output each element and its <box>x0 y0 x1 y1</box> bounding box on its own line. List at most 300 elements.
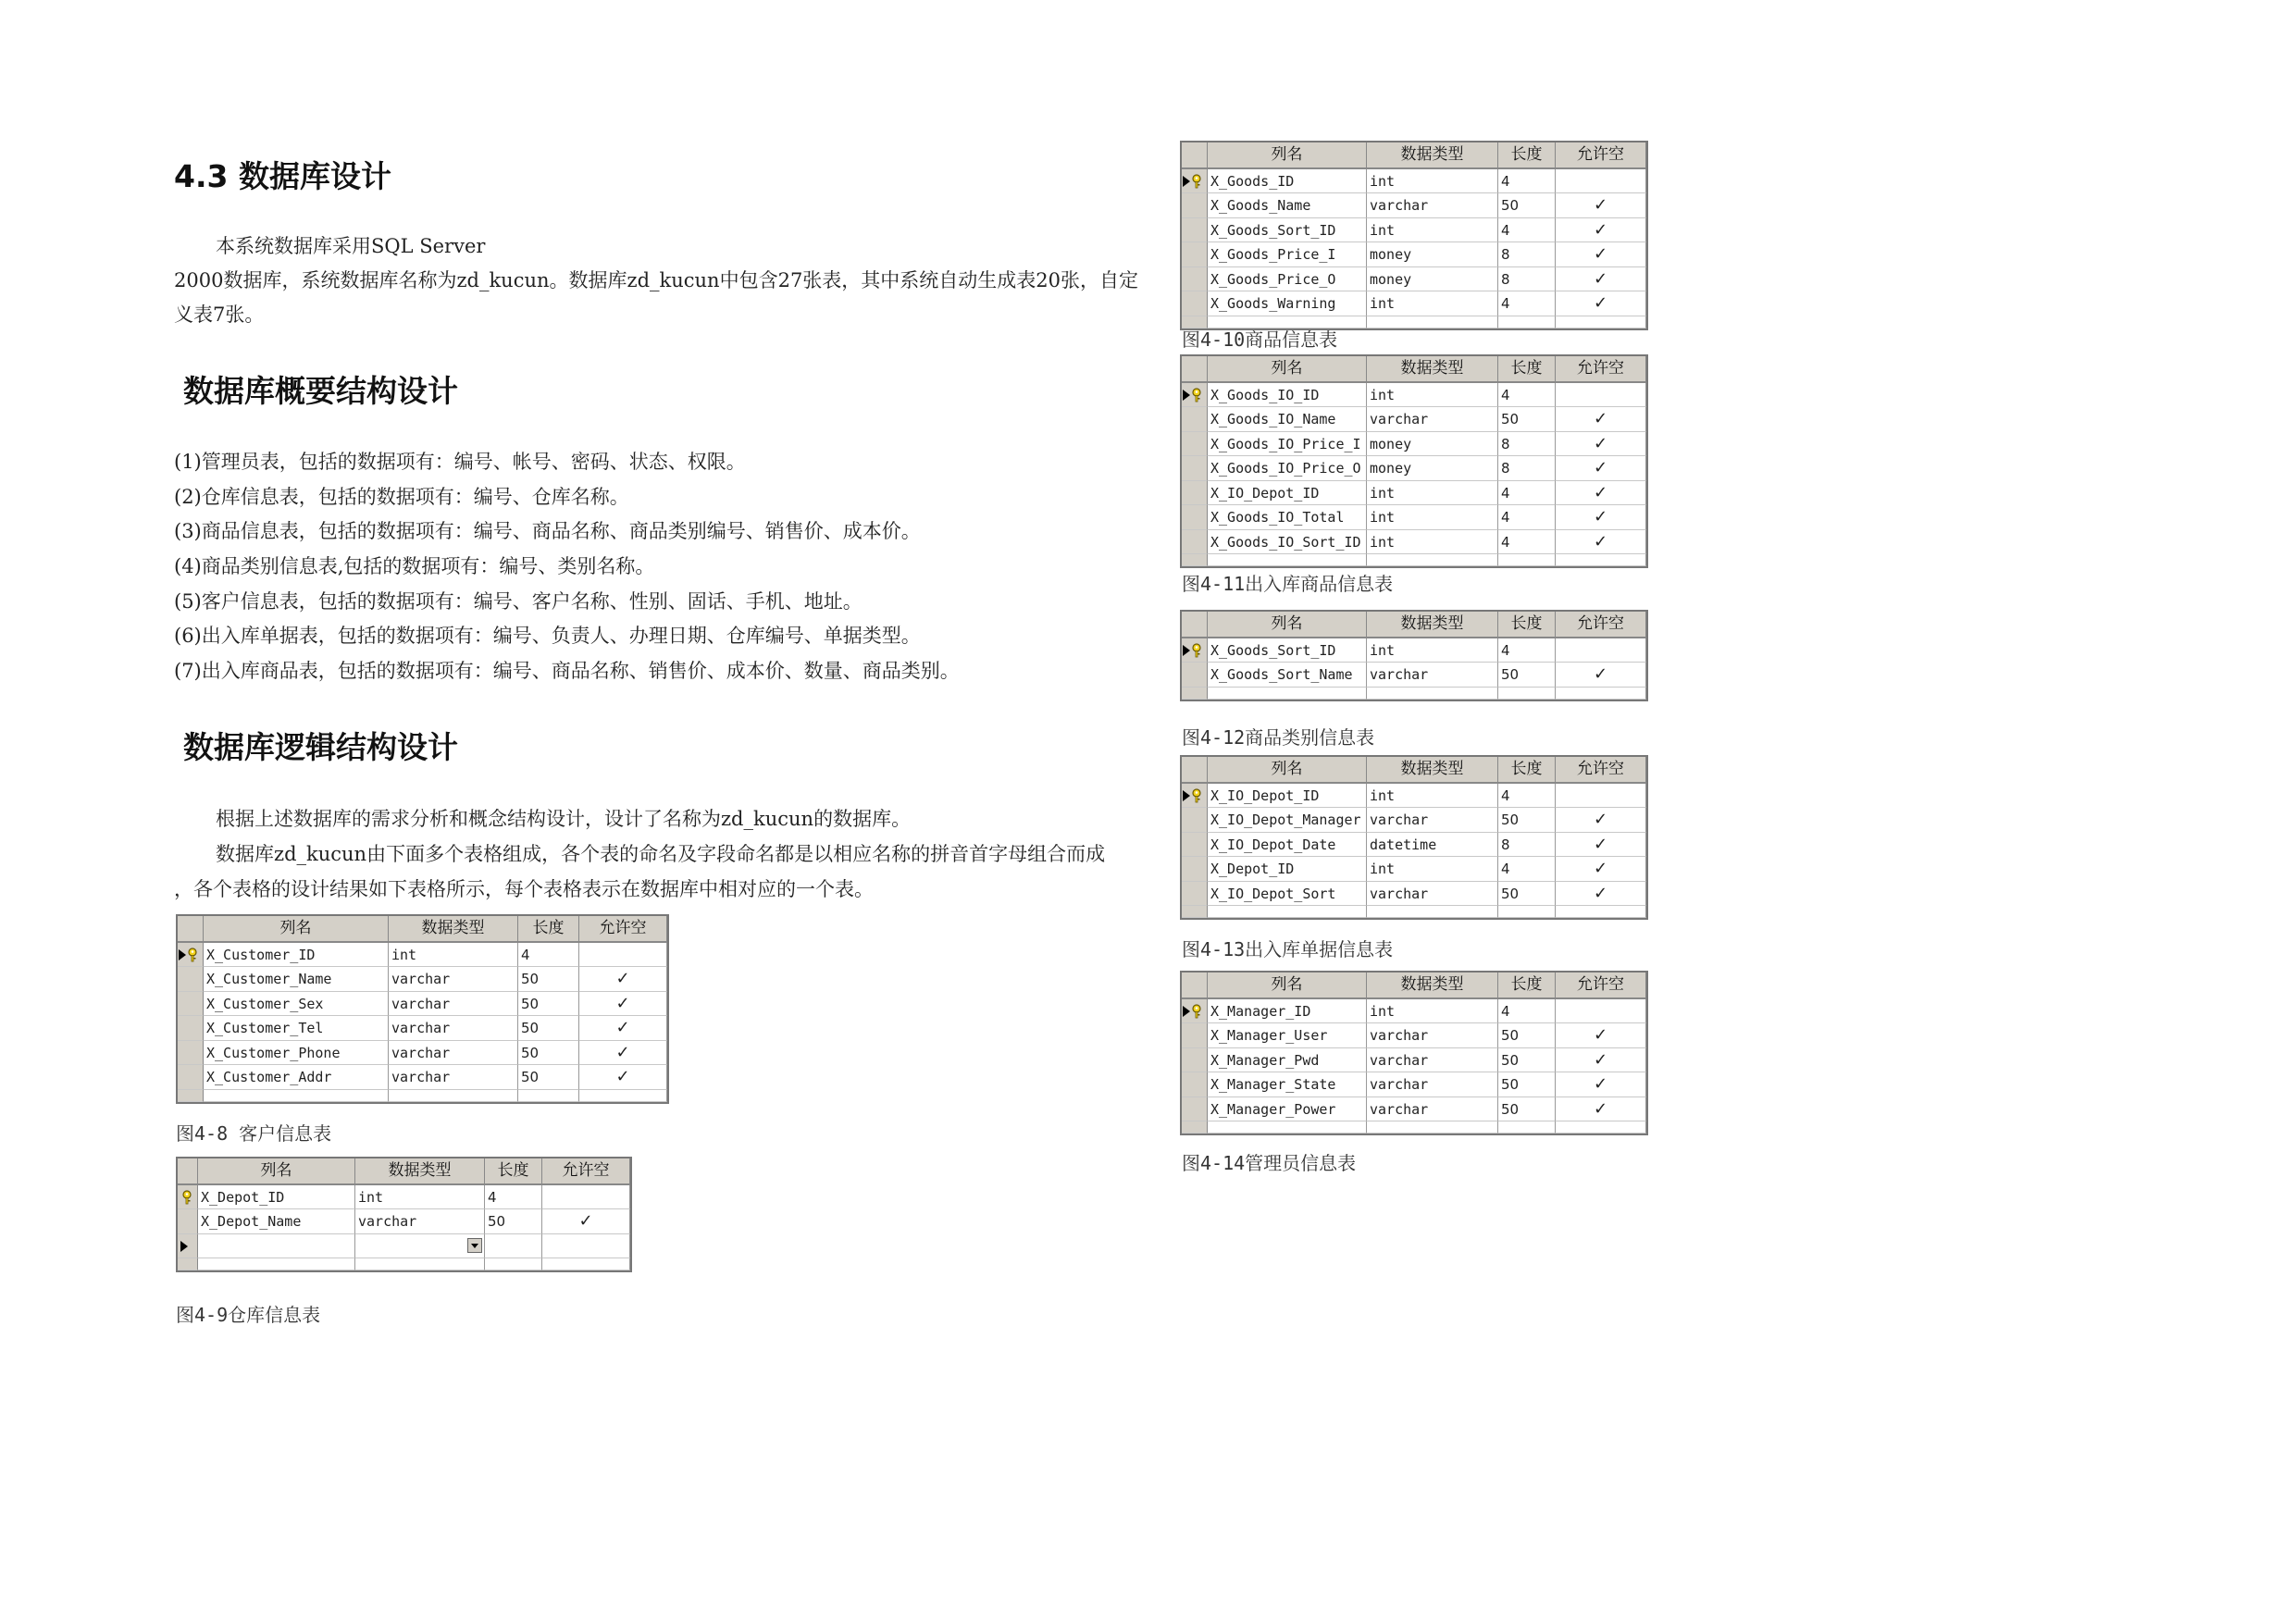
row-selector <box>1182 999 1208 1024</box>
cell-len: 4 <box>1498 505 1556 530</box>
cell-name: X_Manager_Pwd <box>1208 1048 1367 1073</box>
column-header: 列名 <box>204 916 389 941</box>
cell-allow-null: ✓ <box>1556 833 1646 858</box>
row-selector <box>1182 554 1208 566</box>
row-selector <box>1182 383 1208 408</box>
row-selector <box>1182 481 1208 506</box>
list-item: (2)仓库信息表，包括的数据项有：编号、仓库名称。 <box>174 485 629 508</box>
cell-empty <box>1556 688 1646 700</box>
cell-allow-null: ✓ <box>1556 291 1646 316</box>
cell-type: int <box>1367 291 1498 316</box>
cell-type: varchar <box>1367 407 1498 432</box>
cell-name: X_IO_Depot_Sort <box>1208 882 1367 907</box>
cell-len: 4 <box>1498 481 1556 506</box>
cell-allow-null: ✓ <box>1556 1023 1646 1048</box>
cell-type: varchar <box>389 967 518 992</box>
cell-type: int <box>1367 638 1498 663</box>
column-header: 允许空 <box>1556 612 1646 637</box>
cell-empty <box>1498 554 1556 566</box>
column-header: 允许空 <box>1556 757 1646 782</box>
cell-allow-null: ✓ <box>1556 193 1646 218</box>
section-title-overview: 数据库概要结构设计 <box>183 373 458 409</box>
cell-type: int <box>1367 169 1498 194</box>
cell-empty <box>1498 316 1556 328</box>
cell-allow-null: ✓ <box>1556 242 1646 267</box>
table-row[interactable] <box>178 967 667 992</box>
cell-name: X_IO_Depot_ID <box>1208 784 1367 809</box>
cell-len: 50 <box>1498 663 1556 688</box>
primary-key-icon <box>1190 388 1203 403</box>
row-selector <box>1182 638 1208 663</box>
table-depot <box>176 1157 632 1272</box>
table-row[interactable] <box>1182 383 1646 408</box>
cell-len: 50 <box>1498 407 1556 432</box>
blank-row[interactable] <box>178 1090 667 1102</box>
cell-allow-null <box>1556 169 1646 194</box>
primary-key-icon <box>1190 1004 1203 1019</box>
cell-type: int <box>389 943 518 968</box>
row-selector <box>1182 784 1208 809</box>
table-row[interactable] <box>178 943 667 968</box>
cell-allow-null: ✓ <box>1556 456 1646 481</box>
cell-type: varchar <box>1367 1072 1498 1097</box>
cell-empty <box>542 1234 630 1259</box>
row-selector <box>1182 218 1208 243</box>
column-header: 长度 <box>1498 612 1556 637</box>
table-row[interactable] <box>1182 857 1646 882</box>
table-row[interactable] <box>1182 218 1646 243</box>
row-selector <box>178 1041 204 1066</box>
column-header: 数据类型 <box>1367 142 1498 167</box>
cell-len: 4 <box>1498 169 1556 194</box>
logical-line: 数据库zd_kucun由下面多个表格组成，各个表的命名及字段命名都是以相应名称的拼音首字母组合而成 <box>216 843 1106 865</box>
cell-empty <box>1556 316 1646 328</box>
logical-line: 根据上述数据库的需求分析和概念结构设计，设计了名称为zd_kucun的数据库。 <box>216 808 912 830</box>
table-goods <box>1180 141 1648 330</box>
table-row[interactable] <box>1182 999 1646 1024</box>
cell-len: 8 <box>1498 456 1556 481</box>
row-selector <box>1182 857 1208 882</box>
cell-name: X_Goods_IO_ID <box>1208 383 1367 408</box>
row-selector <box>1182 505 1208 530</box>
row-selector <box>178 1090 204 1102</box>
table-row[interactable] <box>1182 456 1646 481</box>
cell-allow-null: ✓ <box>579 1041 667 1066</box>
table-row[interactable] <box>1182 784 1646 809</box>
table-io-depot <box>1180 755 1648 920</box>
table-row[interactable] <box>1182 169 1646 194</box>
row-selector <box>1182 267 1208 292</box>
table-row[interactable] <box>1182 882 1646 907</box>
row-selector <box>1182 1048 1208 1073</box>
dropdown-arrow-icon[interactable] <box>467 1238 482 1253</box>
table-row[interactable] <box>1182 1023 1646 1048</box>
cell-allow-null <box>1556 638 1646 663</box>
cell-len: 4 <box>1498 530 1556 555</box>
row-selector <box>178 1065 204 1090</box>
row-selector <box>1182 1097 1208 1122</box>
cell-empty <box>1367 316 1498 328</box>
cell-len: 4 <box>1498 999 1556 1024</box>
column-header: 允许空 <box>579 916 667 941</box>
cell-len: 50 <box>1498 1023 1556 1048</box>
cell-name: X_Depot_Name <box>198 1209 355 1234</box>
cell-allow-null: ✓ <box>1556 1097 1646 1122</box>
cell-len: 4 <box>518 943 579 968</box>
cell-name: X_IO_Depot_Manager <box>1208 808 1367 833</box>
cell-type: int <box>1367 857 1498 882</box>
cell-len: 4 <box>1498 857 1556 882</box>
cell-type: int <box>1367 530 1498 555</box>
cell-len: 8 <box>1498 432 1556 457</box>
cell-len: 50 <box>518 1016 579 1041</box>
page-title: 4.3 数据库设计 <box>174 158 391 194</box>
table-header <box>1182 973 1646 999</box>
cell-name: X_Goods_ID <box>1208 169 1367 194</box>
current-row-icon <box>179 949 186 960</box>
header-corner <box>1182 757 1208 782</box>
cell-allow-null: ✓ <box>1556 663 1646 688</box>
cell-empty <box>1498 688 1556 700</box>
cell-empty <box>204 1090 389 1102</box>
table-row[interactable] <box>1182 193 1646 218</box>
cell-empty <box>1208 1121 1367 1134</box>
table-row[interactable] <box>1182 638 1646 663</box>
cell-allow-null: ✓ <box>579 1016 667 1041</box>
table-row[interactable] <box>1182 833 1646 858</box>
cell-name: X_Goods_IO_Price_O <box>1208 456 1367 481</box>
row-selector <box>1182 407 1208 432</box>
header-corner <box>178 1158 198 1183</box>
row-selector <box>1182 291 1208 316</box>
row-selector <box>178 1016 204 1041</box>
new-row[interactable] <box>178 1234 630 1259</box>
cell-empty <box>1498 1121 1556 1134</box>
cell-allow-null: ✓ <box>1556 267 1646 292</box>
caption-customer: 图4-8 客户信息表 <box>176 1122 332 1145</box>
cell-name: X_Customer_Phone <box>204 1041 389 1066</box>
primary-key-icon <box>1190 788 1203 803</box>
cell-allow-null: ✓ <box>1556 432 1646 457</box>
row-selector <box>1182 530 1208 555</box>
cell-type: varchar <box>1367 193 1498 218</box>
cell-type: varchar <box>389 1016 518 1041</box>
header-corner <box>1182 612 1208 637</box>
cell-allow-null: ✓ <box>1556 808 1646 833</box>
row-selector <box>1182 882 1208 907</box>
cell-name: X_Manager_ID <box>1208 999 1367 1024</box>
row-selector <box>178 967 204 992</box>
cell-type: varchar <box>1367 808 1498 833</box>
row-selector <box>178 1258 198 1270</box>
column-header: 数据类型 <box>1367 356 1498 381</box>
row-selector <box>1182 1023 1208 1048</box>
caption-goods: 图4-10商品信息表 <box>1182 328 1338 351</box>
section-title-logical: 数据库逻辑结构设计 <box>183 729 458 765</box>
blank-row[interactable] <box>1182 688 1646 700</box>
table-header <box>1182 612 1646 638</box>
cell-name: X_Manager_State <box>1208 1072 1367 1097</box>
cell-type: varchar <box>389 992 518 1017</box>
cell-type: varchar <box>1367 663 1498 688</box>
column-header: 列名 <box>1208 142 1367 167</box>
cell-allow-null <box>1556 383 1646 408</box>
cell-type: varchar <box>1367 1023 1498 1048</box>
cell-type: money <box>1367 456 1498 481</box>
cell-allow-null: ✓ <box>1556 407 1646 432</box>
row-selector <box>1182 663 1208 688</box>
cell-len: 50 <box>485 1209 542 1234</box>
table-row[interactable] <box>1182 1097 1646 1122</box>
table-header <box>1182 757 1646 784</box>
intro-line: 2000数据库，系统数据库名称为zd_kucun。数据库zd_kucun中包含27张表，其中系统自动生成表20张，自定 <box>174 269 1139 291</box>
cell-allow-null: ✓ <box>1556 481 1646 506</box>
caption-goods-io: 图4-11出入库商品信息表 <box>1182 573 1394 595</box>
table-row[interactable] <box>178 1185 630 1210</box>
column-header: 列名 <box>1208 757 1367 782</box>
cell-empty <box>1208 906 1367 918</box>
current-row-icon <box>1183 176 1190 187</box>
cell-allow-null: ✓ <box>1556 882 1646 907</box>
cell-empty <box>1367 906 1498 918</box>
table-row[interactable] <box>1182 481 1646 506</box>
table-manager <box>1180 971 1648 1135</box>
cell-allow-null: ✓ <box>1556 857 1646 882</box>
cell-name: X_Goods_IO_Sort_ID <box>1208 530 1367 555</box>
cell-len: 4 <box>1498 218 1556 243</box>
header-corner <box>1182 356 1208 381</box>
column-header: 数据类型 <box>355 1158 485 1183</box>
cell-name: X_Goods_IO_Total <box>1208 505 1367 530</box>
cell-empty <box>1556 906 1646 918</box>
cell-name: X_Goods_IO_Price_I <box>1208 432 1367 457</box>
caption-depot: 图4-9仓库信息表 <box>176 1304 321 1326</box>
table-row[interactable] <box>1182 242 1646 267</box>
row-selector <box>1182 432 1208 457</box>
table-row[interactable] <box>1182 1048 1646 1073</box>
cell-allow-null: ✓ <box>542 1209 630 1234</box>
cell-name: X_Goods_Sort_ID <box>1208 218 1367 243</box>
cell-type: varchar <box>355 1209 485 1234</box>
cell-empty <box>579 1090 667 1102</box>
cell-empty <box>1367 1121 1498 1134</box>
intro-paragraph <box>174 229 1138 332</box>
caption-manager: 图4-14管理员信息表 <box>1182 1152 1357 1174</box>
row-selector <box>1182 808 1208 833</box>
header-corner <box>1182 973 1208 997</box>
column-header: 长度 <box>1498 356 1556 381</box>
cell-empty <box>1556 554 1646 566</box>
list-item: (6)出入库单据表，包括的数据项有：编号、负责人、办理日期、仓库编号、单据类型。 <box>174 625 921 648</box>
intro-line: 本系统数据库采用SQL Server <box>216 235 486 257</box>
table-row[interactable] <box>1182 505 1646 530</box>
table-row[interactable] <box>178 992 667 1017</box>
cell-name: X_Goods_Price_O <box>1208 267 1367 292</box>
table-row[interactable] <box>178 1041 667 1066</box>
cell-type: varchar <box>389 1065 518 1090</box>
cell-name: X_Goods_Sort_Name <box>1208 663 1367 688</box>
cell-empty <box>1208 688 1367 700</box>
cell-type: int <box>1367 784 1498 809</box>
cell-len: 4 <box>1498 383 1556 408</box>
cell-empty <box>485 1234 542 1259</box>
list-item: (1)管理员表，包括的数据项有：编号、帐号、密码、状态、权限。 <box>174 451 746 473</box>
cell-name: X_Customer_Tel <box>204 1016 389 1041</box>
cell-type: varchar <box>1367 1048 1498 1073</box>
cell-allow-null <box>1556 999 1646 1024</box>
row-selector <box>178 943 204 968</box>
row-selector <box>1182 169 1208 194</box>
column-header: 列名 <box>1208 973 1367 997</box>
table-row[interactable] <box>178 1209 630 1234</box>
cell-allow-null: ✓ <box>579 992 667 1017</box>
column-header: 长度 <box>518 916 579 941</box>
table-customer <box>176 914 669 1104</box>
column-header: 列名 <box>1208 356 1367 381</box>
cell-empty <box>389 1090 518 1102</box>
cell-type: varchar <box>389 1041 518 1066</box>
primary-key-icon <box>180 1190 193 1205</box>
new-row-arrow-icon <box>180 1241 188 1252</box>
table-row[interactable] <box>178 1016 667 1041</box>
cell-len: 50 <box>1498 193 1556 218</box>
cell-empty <box>542 1258 630 1270</box>
primary-key-icon <box>186 948 199 962</box>
cell-len: 50 <box>1498 882 1556 907</box>
cell-len: 4 <box>1498 638 1556 663</box>
cell-name: X_Manager_User <box>1208 1023 1367 1048</box>
blank-row[interactable] <box>1182 554 1646 566</box>
cell-name: X_Customer_Name <box>204 967 389 992</box>
cell-allow-null <box>579 943 667 968</box>
cell-type: varchar <box>1367 1097 1498 1122</box>
cell-empty <box>198 1258 355 1270</box>
cell-type: int <box>1367 505 1498 530</box>
current-row-icon <box>1183 790 1190 801</box>
table-row[interactable] <box>1182 407 1646 432</box>
blank-row[interactable] <box>1182 1121 1646 1134</box>
column-header: 长度 <box>1498 142 1556 167</box>
cell-empty <box>485 1258 542 1270</box>
cell-len: 50 <box>1498 1072 1556 1097</box>
cell-empty <box>1367 688 1498 700</box>
row-selector <box>1182 833 1208 858</box>
cell-name: X_Goods_Price_I <box>1208 242 1367 267</box>
cell-type: money <box>1367 432 1498 457</box>
column-header: 长度 <box>1498 973 1556 997</box>
table-header <box>1182 356 1646 383</box>
row-selector <box>1182 688 1208 700</box>
table-row[interactable] <box>1182 1072 1646 1097</box>
table-header <box>1182 142 1646 169</box>
cell-type: int <box>1367 999 1498 1024</box>
column-header: 数据类型 <box>1367 612 1498 637</box>
column-header: 数据类型 <box>389 916 518 941</box>
cell-type: money <box>1367 267 1498 292</box>
cell-empty <box>1498 906 1556 918</box>
list-item: (3)商品信息表，包括的数据项有：编号、商品名称、商品类别编号、销售价、成本价。 <box>174 520 921 543</box>
cell-empty <box>355 1234 485 1259</box>
cell-allow-null: ✓ <box>579 967 667 992</box>
cell-name: X_Goods_IO_Name <box>1208 407 1367 432</box>
cell-allow-null <box>542 1185 630 1210</box>
column-header: 列名 <box>1208 612 1367 637</box>
cell-empty <box>355 1258 485 1270</box>
primary-key-icon <box>1190 643 1203 658</box>
cell-name: X_Goods_Sort_ID <box>1208 638 1367 663</box>
cell-name: X_Customer_ID <box>204 943 389 968</box>
table-goods-sort <box>1180 610 1648 701</box>
cell-len: 8 <box>1498 267 1556 292</box>
cell-len: 50 <box>518 967 579 992</box>
cell-empty <box>198 1234 355 1259</box>
column-header: 允许空 <box>1556 142 1646 167</box>
table-row[interactable] <box>1182 530 1646 555</box>
row-selector <box>178 1185 198 1210</box>
column-header: 允许空 <box>1556 356 1646 381</box>
cell-len: 4 <box>1498 291 1556 316</box>
cell-type: money <box>1367 242 1498 267</box>
column-header: 允许空 <box>542 1158 630 1183</box>
cell-allow-null: ✓ <box>579 1065 667 1090</box>
cell-name: X_Goods_Warning <box>1208 291 1367 316</box>
row-selector <box>178 1209 198 1234</box>
column-header: 长度 <box>485 1158 542 1183</box>
cell-name: X_Depot_ID <box>198 1185 355 1210</box>
cell-empty <box>518 1090 579 1102</box>
column-header: 长度 <box>1498 757 1556 782</box>
cell-type: int <box>1367 218 1498 243</box>
cell-len: 50 <box>1498 1048 1556 1073</box>
table-row[interactable] <box>1182 432 1646 457</box>
column-header: 列名 <box>198 1158 355 1183</box>
cell-len: 4 <box>1498 784 1556 809</box>
cell-type: datetime <box>1367 833 1498 858</box>
blank-row[interactable] <box>1182 906 1646 918</box>
current-row-icon <box>1183 645 1190 656</box>
cell-name: X_Depot_ID <box>1208 857 1367 882</box>
cell-type: int <box>355 1185 485 1210</box>
cell-allow-null <box>1556 784 1646 809</box>
cell-name: X_IO_Depot_ID <box>1208 481 1367 506</box>
cell-len: 50 <box>1498 808 1556 833</box>
row-selector <box>1182 456 1208 481</box>
list-item: (4)商品类别信息表,包括的数据项有：编号、类别名称。 <box>174 555 655 578</box>
header-corner <box>1182 142 1208 167</box>
cell-type: int <box>1367 383 1498 408</box>
row-selector <box>1182 1072 1208 1097</box>
cell-name: X_Customer_Sex <box>204 992 389 1017</box>
cell-len: 4 <box>485 1185 542 1210</box>
cell-allow-null: ✓ <box>1556 1072 1646 1097</box>
table-goods-io <box>1180 354 1648 568</box>
cell-name: X_Customer_Addr <box>204 1065 389 1090</box>
table-row[interactable] <box>1182 267 1646 292</box>
table-row[interactable] <box>1182 291 1646 316</box>
table-row[interactable] <box>1182 808 1646 833</box>
row-selector <box>1182 906 1208 918</box>
cell-allow-null: ✓ <box>1556 505 1646 530</box>
cell-len: 50 <box>518 992 579 1017</box>
caption-io-depot: 图4-13出入库单据信息表 <box>1182 938 1394 960</box>
table-row[interactable] <box>178 1065 667 1090</box>
cell-empty <box>1556 1121 1646 1134</box>
row-selector <box>1182 193 1208 218</box>
table-row[interactable] <box>1182 663 1646 688</box>
cell-empty <box>1367 554 1498 566</box>
blank-row[interactable] <box>178 1258 630 1270</box>
row-selector <box>1182 242 1208 267</box>
